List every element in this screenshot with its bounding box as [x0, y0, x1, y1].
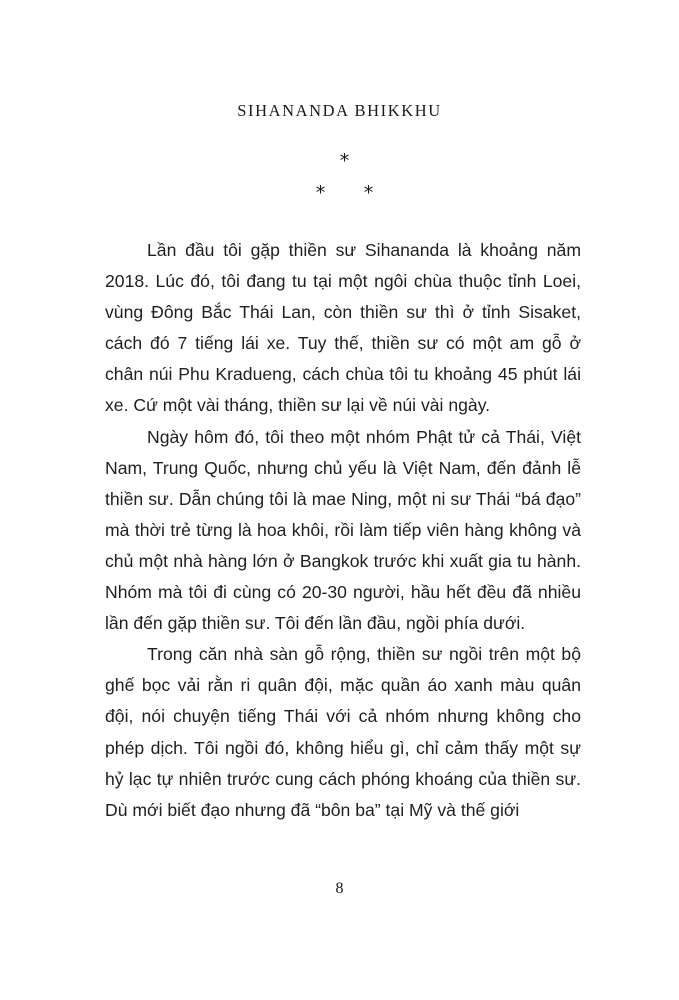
- body-text: [105, 235, 581, 826]
- paragraph: Trong căn nhà sàn gỗ rộng, thiền sư ngồi trên một bộ ghế bọc vải rằn ri quân đội, mặc quần áo xanh màu quân đội, nói chuyện tiếng Thái với cả nhóm nhưng không cho phép dịch. Tôi ngồi đó, không hiểu gì, chỉ cảm thấy một sự hỷ lạc tự nhiên trước cung cách phóng khoáng của thiền sư. Dù mới biết đạo nhưng đã “bôn ba” tại Mỹ và thế giới: [105, 644, 581, 820]
- running-header-title: SIHANANDA BHIKKHU: [237, 101, 442, 120]
- section-ornament-top: [5, 152, 679, 171]
- page-number: 8: [335, 880, 344, 897]
- paragraph: Ngày hôm đó, tôi theo một nhóm Phật tử cả Thái, Việt Nam, Trung Quốc, nhưng chủ yếu là Việt Nam, đến đảnh lễ thiền sư. Dẫn chúng tôi là mae Ning, một ni sư Thái “bá đạo” mà thời trẻ từng là hoa khôi, rồi làm tiếp viên hàng không và chủ một nhà hàng lớn ở Bangkok trước khi xuất gia tu hành. Nhóm mà tôi đi cùng có 20-30 người, hầu hết đều đã nhiều lần đến gặp thiền sư. Tôi đến lần đầu, ngồi phía dưới.: [105, 426, 581, 634]
- section-ornament-bottom: [5, 184, 679, 203]
- paragraph: Lần đầu tôi gặp thiền sư Sihananda là khoảng năm 2018. Lúc đó, tôi đang tu tại một ngôi chùa thuộc tỉnh Loei, vùng Đông Bắc Thái Lan, còn thiền sư thì ở tỉnh Sisaket, cách đó 7 tiếng lái xe. Tuy thế, thiền sư có một am gỗ ở chân núi Phu Kradueng, cách chùa tôi tu khoảng 45 phút lái xe. Cứ một vài tháng, thiền sư lại về núi vài ngày.: [105, 240, 581, 416]
- ornament-asterisk: *: [315, 182, 326, 204]
- ornament-asterisk: *: [339, 150, 350, 172]
- ornament-asterisk: *: [363, 182, 374, 204]
